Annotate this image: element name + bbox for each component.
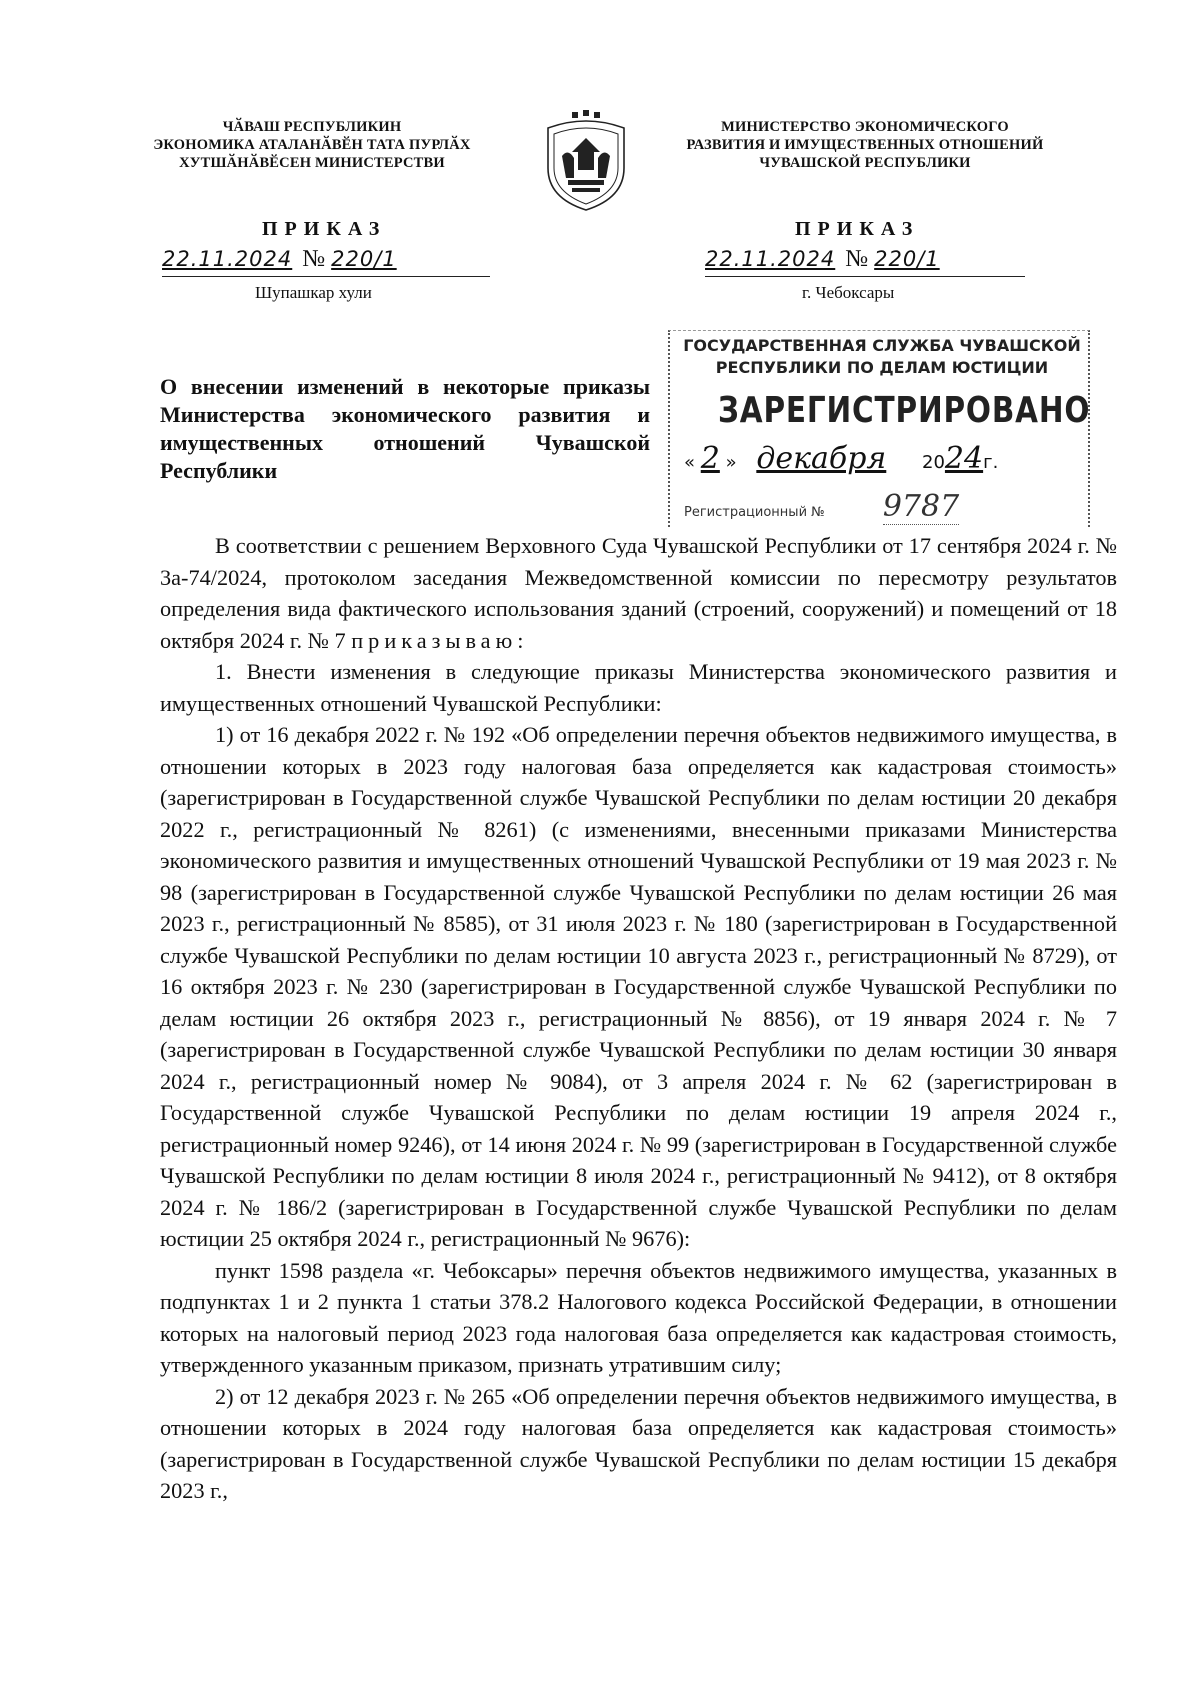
stamp-day: 2 (700, 441, 720, 476)
stamp-year-suffix: 24 (944, 441, 984, 476)
document-body (160, 530, 1117, 1507)
stamp-organization (682, 335, 1082, 379)
order-number-line-left (162, 246, 490, 277)
stamp-month: декабря (756, 441, 887, 476)
stamp-registered: ЗАРЕГИСТРИРОВАНО (718, 390, 1091, 431)
header-left-line-2: ЭКОНОМИКА АТАЛАНӐВӖН ТАТА ПУРЛӐХ (153, 137, 471, 153)
order-number-line-right (705, 246, 1025, 277)
header-right-block (655, 118, 1075, 172)
stamp-quote-open: « (684, 452, 696, 473)
order-date-right: 22.11.2024 (705, 247, 836, 271)
body-paragraph-3: 1) от 16 декабря 2022 г. № 192 «Об определении перечня объектов недвижимого имущества, в отношении которых в 2023 году налоговая база определяется как кадастровая стоимость» (зарегистрирован в Государственной службе Чувашской Республики по делам юстиции 20 декабря 2022 г., регистрационный № 8261) (с изменениями, внесенными приказами Министерства экономического развития и имущественных отношений Чувашской Республики от 19 мая 2023 г. № 98 (зарегистрирован в Государственной службе Чувашской Республики по делам юстиции 26 мая 2023 г., регистрационный № 8585), от 31 июля 2023 г. № 180 (зарегистрирован в Государственной службе Чувашской Республики по делам юстиции 10 августа 2023 г., регистрационный № 8729), от 16 октября 2023 г. № 230 (зарегистрирован в Государственной службе Чувашской Республики по делам юстиции 26 октября 2023 г., регистрационный № 8856), от 19 января 2024 г. № 7 (зарегистрирован в Государственной службе Чувашской Республики по делам юстиции 30 января 2024 г., регистрационный номер № 9084), от 3 апреля 2024 г. № 62 (зарегистрирован в Государственной службе Чувашской Республики по делам юстиции 19 апреля 2024 г., регистрационный номер 9246), от 14 июня 2024 г. № 99 (зарегистрирован в Государственной службе Чувашской Республики по делам юстиции 8 июля 2024 г., регистрационный № 9412), от 8 октября 2024 г. № 186/2 (зарегистрирован в Государственной службе Чувашской Республики по делам юстиции 25 октября 2024 г., регистрационный № 9676): (160, 722, 1117, 1251)
number-sign-right: № (845, 246, 869, 272)
stamp-registration-number (684, 489, 1084, 524)
city-right: г. Чебоксары (802, 283, 895, 302)
body-paragraph-5: 2) от 12 декабря 2023 г. № 265 «Об определении перечня объектов недвижимого имущества, в отношении которых в 2024 году налоговая база определяется как кадастровая стоимость» (зарегистрирован в Государственной службе Чувашской Республики по делам юстиции 15 декабря 2023 г., (160, 1383, 1117, 1503)
order-date-left: 22.11.2024 (162, 247, 293, 271)
order-number-right: 220/1 (874, 247, 940, 271)
city-left: Шупашкар хули (255, 283, 372, 302)
order-word-right: ПРИКАЗ (795, 218, 920, 240)
header-left-line-1: ЧӐВАШ РЕСПУБЛИКИН (222, 119, 402, 135)
order-number-left: 220/1 (331, 247, 397, 271)
body-paragraph-4: пункт 1598 раздела «г. Чебоксары» перечня объектов недвижимого имущества, указанных в подпунктах 1 и 2 пункта 1 статьи 378.2 Налогового кодекса Российской Федерации, в отношении которых на налоговый период 2023 года налоговая база определяется как кадастровая стоимость, утвержденного указанным приказом, признать утратившим силу; (160, 1257, 1117, 1377)
stamp-org-line-1: ГОСУДАРСТВЕННАЯ СЛУЖБА ЧУВАШСКОЙ (683, 336, 1081, 355)
body-paragraph-1-text: В соответствии с решением Верховного Суда Чувашской Республики от 17 сентября 2024 г. № 3а-74/2024, протоколом заседания Межведомственной комиссии по пересмотру результатов определения вида фактического использования зданий (строений, сооружений) и помещений от 18 октября 2024 г. № 7 (160, 533, 1117, 653)
document-title: О внесении изменений в некоторые приказы Министерства экономического развития и имущественных отношений Чувашской Республики (160, 374, 650, 483)
order-verb: приказываю: (351, 627, 529, 653)
order-word-left: ПРИКАЗ (262, 218, 387, 240)
body-paragraph-2: 1. Внести изменения в следующие приказы Министерства экономического развития и имущественных отношений Чувашской Республики: (160, 659, 1117, 716)
chuvash-coat-of-arms-icon (538, 108, 634, 214)
registration-stamp (668, 330, 1090, 527)
header-right-line-1: МИНИСТЕРСТВО ЭКОНОМИЧЕСКОГО (721, 119, 1009, 135)
body-paragraph-1 (160, 530, 1117, 656)
header-left-block (132, 118, 492, 172)
header-right-line-3: ЧУВАШСКОЙ РЕСПУБЛИКИ (759, 155, 971, 171)
number-sign-left: № (302, 246, 326, 272)
stamp-regno-label: Регистрационный № (684, 505, 825, 520)
header-right-line-2: РАЗВИТИЯ И ИМУЩЕСТВЕННЫХ ОТНОШЕНИЙ (686, 137, 1044, 153)
stamp-regno-value: 9787 (882, 489, 960, 524)
header-left-line-3: ХУТШӐНӐВӖСЕН МИНИСТЕРСТВИ (179, 155, 445, 171)
stamp-org-line-2: РЕСПУБЛИКИ ПО ДЕЛАМ ЮСТИЦИИ (715, 358, 1049, 377)
stamp-year-prefix: 20 (922, 452, 945, 473)
stamp-quote-close: » (725, 452, 737, 473)
stamp-date (684, 441, 1084, 476)
stamp-year-unit: г. (983, 452, 999, 473)
